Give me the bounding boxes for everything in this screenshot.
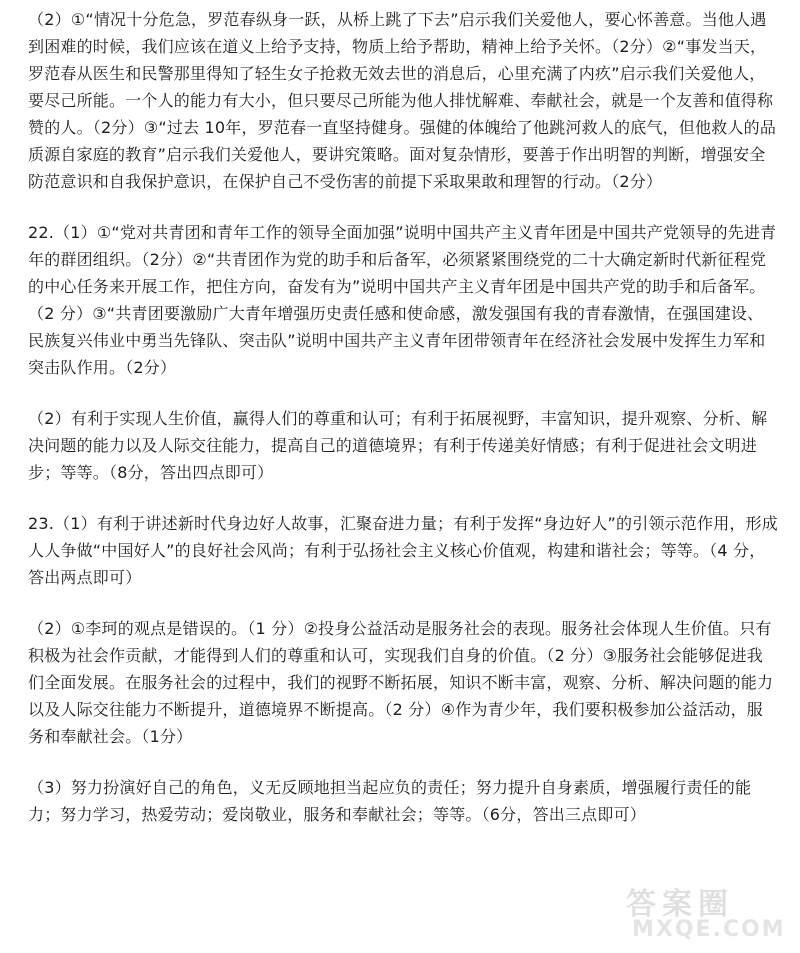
watermark-logo-text: 答案圈 bbox=[626, 887, 734, 922]
paragraph-gap bbox=[28, 381, 778, 405]
answer-paragraph-22-2: （2）有利于实现人生价值，赢得人们的尊重和认可；有利于拓展视野，丰富知识，提升观察、分析、解决问题的能力以及人际交往能力，提高自己的道德境界；有利于传递美好情感；有利于促进社会文明进步；等等。（8分，答出四点即可） bbox=[28, 409, 768, 482]
answer-paragraph-23-3: （3）努力扮演好自己的角色，义无反顾地担当起应负的责任；努力提升自身素质，增强履行责任的能力；努力学习，热爱劳动；爱岗敬业，服务和奉献社会；等等。（6分，答出三点即可） bbox=[28, 778, 752, 824]
answer-paragraph-22-1: 22.（1）①“党对共青团和青年工作的领导全面加强”说明中国共产主义青年团是中国共产党领导的先进青年的群团组织。（2分）②“共青团作为党的助手和后备军，必须紧紧围绕党的二十大确定新时代新征程党的中心任务来开展工作，把住方向，奋发有为”说明中国共产主义青年团是中国共产党的助手和后备军。（2 分）③“共青团要激励广大青年增强历史责任感和使命感，激发强国有我的青春激情，在强国建设、民族复兴伟业中勇当先锋队、突击队”说明中国共产主义青年团带领青年在经济社会发展中发挥生力军和突击队作用。（2分） bbox=[28, 223, 777, 377]
answer-paragraph-21-2: （2）①“情况十分危急，罗范春纵身一跃，从桥上跳了下去”启示我们关爱他人，要心怀善意。当他人遇到困难的时候，我们应该在道义上给予支持，物质上给予帮助，精神上给予关怀。（2分）②“事发当天，罗范春从医生和民警那里得知了轻生女子抢救无效去世的消息后，心里充满了内疚”启示我们关爱他人，要尽己所能。一个人的能力有大小，但只要尽己所能为他人排忧解难、奉献社会，就是一个友善和值得称赞的人。（2分）③“过去 10年，罗范春一直坚持健身。强健的体魄给了他跳河救人的底气，但他救人的品质源自家庭的教育”启示我们关爱他人，要讲究策略。面对复杂情形，要善于作出明智的判断，增强安全防范意识和自我保护意识，在保护自己不受伤害的前提下采取果敢和理智的行动。（2分） bbox=[28, 10, 777, 191]
answer-paragraph-23-1: 23.（1）有利于讲述新时代身边好人故事，汇聚奋进力量；有利于发挥“身边好人”的引领示范作用，形成人人争做“中国好人”的良好社会风尚；有利于弘扬社会主义核心价值观，构建和谐社会；等等。（4 分，答出两点即可） bbox=[28, 514, 779, 587]
paragraph-gap bbox=[28, 591, 778, 615]
paragraph-gap bbox=[28, 195, 778, 219]
watermark-url-text: MXQE.COM bbox=[632, 917, 786, 942]
answer-paragraph-23-2: （2）①李珂的观点是错误的。（1 分）②投身公益活动是服务社会的表现。服务社会体现人生价值。只有积极为社会作贡献，才能得到人们的尊重和认可，实现我们自身的价值。（2 分）③服务社会能够促进我们全面发展。在服务社会的过程中，我们的视野不断拓展，知识不断丰富，观察、分析、解决问题的能力以及人际交往能力不断提升，道德境界不断提高。（2 分）④作为青少年，我们要积极参加公益活动，服务和奉献社会。（1分） bbox=[28, 619, 774, 746]
paragraph-gap bbox=[28, 750, 778, 774]
paragraph-gap bbox=[28, 486, 778, 510]
